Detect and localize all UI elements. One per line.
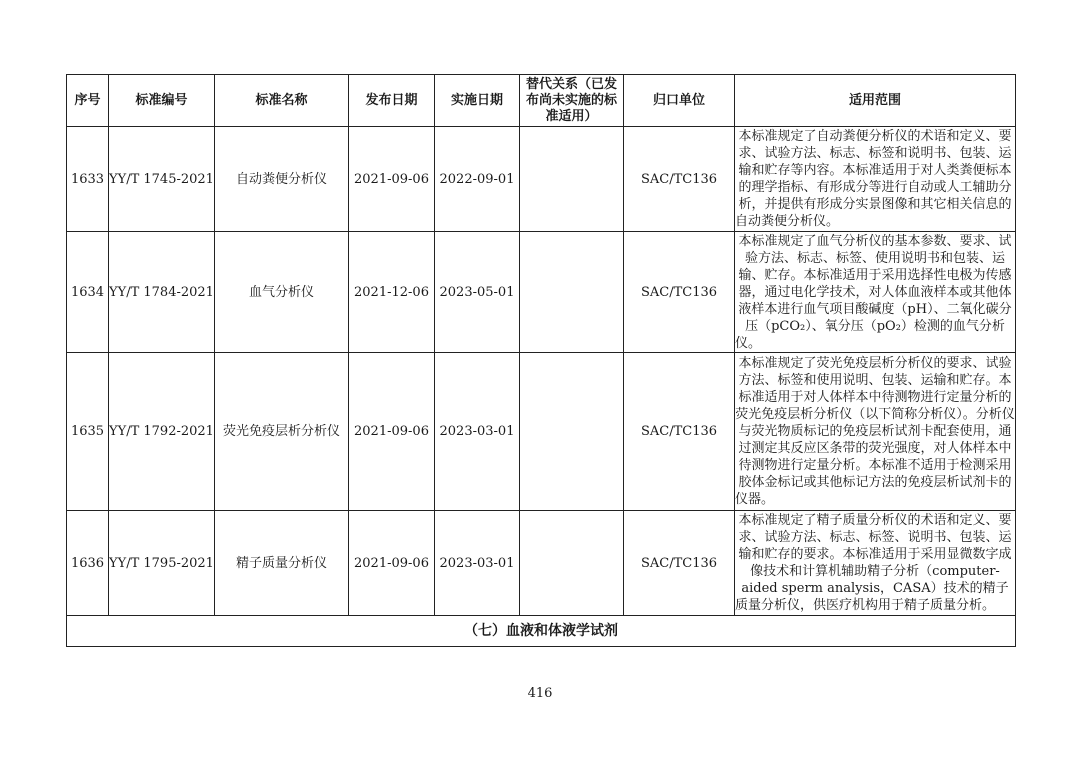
table-row [67, 127, 1016, 232]
header-row [67, 75, 1016, 127]
cell-impl-date: 2023-03-01 [435, 511, 520, 616]
cell-scope: 本标准规定了自动粪便分析仪的术语和定义、要求、试验方法、标志、标签和说明书、包装、运输和贮存等内容。本标准适用于对人类粪便标本的理学指标、有形成分等进行自动或人工辅助分析，并提供有形成分实景图像和其它相关信息的自动粪便分析仪。 [735, 127, 1016, 232]
header-issue-date: 发布日期 [349, 75, 435, 127]
cell-unit: SAC/TC136 [624, 511, 735, 616]
cell-name: 血气分析仪 [215, 232, 349, 353]
cell-scope: 本标准规定了精子质量分析仪的术语和定义、要求、试验方法、标志、标签、说明书、包装、运输和贮存的要求。本标准适用于采用显微数字成像技术和计算机辅助精子分析（computer-aided sperm analysis，CASA）技术的精子质量分析仪，供医疗机构用于精子质量分析。 [735, 511, 1016, 616]
table-row [67, 232, 1016, 353]
header-seq: 序号 [67, 75, 109, 127]
header-replace: 替代关系（已发布尚未实施的标准适用） [520, 75, 624, 127]
cell-scope: 本标准规定了荧光免疫层析分析仪的要求、试验方法、标签和使用说明、包装、运输和贮存。本标准适用于对人体样本中待测物进行定量分析的荧光免疫层析分析仪（以下简称分析仪）。分析仪与荧光物质标记的免疫层析试剂卡配套使用，通过测定其反应区条带的荧光强度，对人体样本中待测物进行定量分析。本标准不适用于检测采用胶体金标记或其他标记方法的免疫层析试剂卡的仪器。 [735, 353, 1016, 511]
header-scope: 适用范围 [735, 75, 1016, 127]
cell-unit: SAC/TC136 [624, 127, 735, 232]
standards-table [66, 74, 1016, 647]
cell-seq: 1635 [67, 353, 109, 511]
cell-replace [520, 127, 624, 232]
cell-seq: 1636 [67, 511, 109, 616]
header-code: 标准编号 [109, 75, 215, 127]
cell-impl-date: 2023-03-01 [435, 353, 520, 511]
cell-code: YY/T 1792-2021 [109, 353, 215, 511]
cell-code: YY/T 1784-2021 [109, 232, 215, 353]
cell-code: YY/T 1745-2021 [109, 127, 215, 232]
cell-code: YY/T 1795-2021 [109, 511, 215, 616]
table-row [67, 511, 1016, 616]
cell-replace [520, 511, 624, 616]
cell-replace [520, 353, 624, 511]
section-row [67, 616, 1016, 647]
cell-unit: SAC/TC136 [624, 232, 735, 353]
cell-issue-date: 2021-12-06 [349, 232, 435, 353]
cell-impl-date: 2022-09-01 [435, 127, 520, 232]
table-row [67, 353, 1016, 511]
cell-replace [520, 232, 624, 353]
section-title: （七）血液和体液学试剂 [67, 616, 1016, 647]
cell-seq: 1633 [67, 127, 109, 232]
cell-issue-date: 2021-09-06 [349, 353, 435, 511]
cell-scope: 本标准规定了血气分析仪的基本参数、要求、试验方法、标志、标签、使用说明书和包装、运输、贮存。本标准适用于采用选择性电极为传感器，通过电化学技术，对人体血液样本或其他体液样本进行血气项目酸碱度（pH）、二氧化碳分压（pCO₂）、氧分压（pO₂）检测的血气分析仪。 [735, 232, 1016, 353]
cell-name: 精子质量分析仪 [215, 511, 349, 616]
cell-name: 荧光免疫层析分析仪 [215, 353, 349, 511]
cell-name: 自动粪便分析仪 [215, 127, 349, 232]
header-impl-date: 实施日期 [435, 75, 520, 127]
cell-seq: 1634 [67, 232, 109, 353]
cell-impl-date: 2023-05-01 [435, 232, 520, 353]
cell-issue-date: 2021-09-06 [349, 127, 435, 232]
cell-unit: SAC/TC136 [624, 353, 735, 511]
header-name: 标准名称 [215, 75, 349, 127]
cell-issue-date: 2021-09-06 [349, 511, 435, 616]
page-number: 416 [527, 686, 553, 701]
header-unit: 归口单位 [624, 75, 735, 127]
